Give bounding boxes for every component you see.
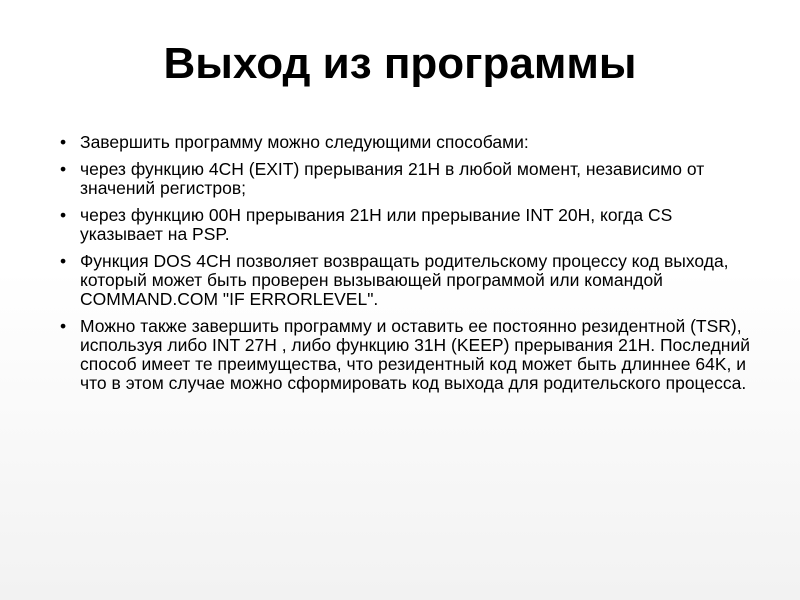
- bullet-text: Функция DOS 4CH позволяет возвращать родительскому процессу код выхода, который может быть проверен вызывающей программой или командой COMMAND.COM "IF ERRORLEVEL".: [80, 251, 729, 309]
- bullet-text: Завершить программу можно следующими способами:: [80, 132, 529, 152]
- bullet-item-4: [60, 252, 760, 309]
- bullet-text: через функцию 00H прерывания 21H или прерывание INT 20H, когда CS указывает на PSP.: [80, 205, 673, 244]
- bullet-item-3: [60, 206, 760, 244]
- bullet-item-2: [60, 160, 760, 198]
- bullet-text: через функцию 4CH (EXIT) прерывания 21H в любой момент, независимо от значений регистров;: [80, 159, 705, 198]
- bullet-text: Можно также завершить программу и оставить ее постоянно резидентной (TSR), используя либо INT 27H , либо функцию 31H (KEEP) прерывания 21H. Последний способ имеет те преимущества, что резидентный код может быть длиннее 64K, и что в этом случае можно сформировать код выхода для родительского процесса.: [80, 316, 750, 393]
- bullet-item-1: [60, 133, 760, 152]
- slide-title: Выход из программы: [163, 39, 637, 88]
- bullet-dot-icon: •: [60, 132, 67, 152]
- bullet-dot-icon: •: [60, 159, 67, 179]
- bullet-dot-icon: •: [60, 251, 67, 271]
- bullet-item-5: [60, 317, 760, 393]
- bullet-dot-icon: •: [60, 205, 67, 225]
- bullet-dot-icon: •: [60, 316, 67, 336]
- bullet-list: [60, 133, 760, 401]
